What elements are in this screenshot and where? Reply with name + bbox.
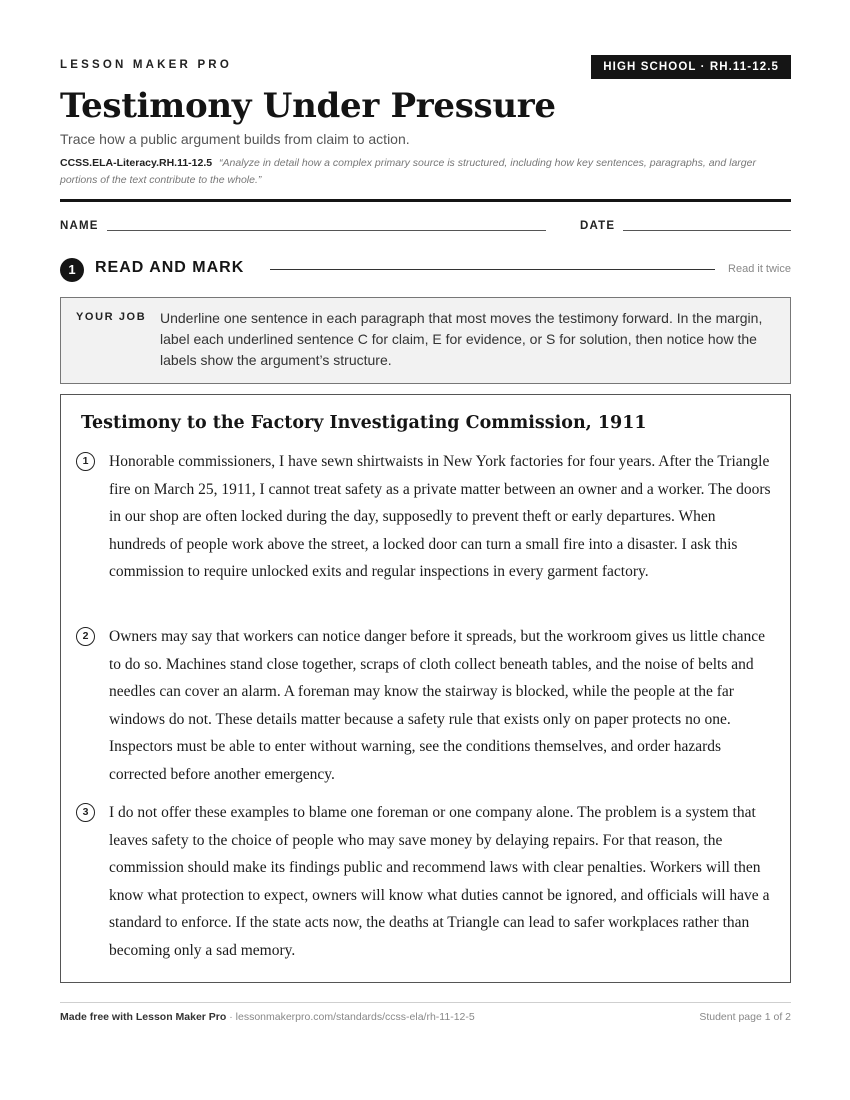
- brand-name: LESSON MAKER PRO: [60, 59, 232, 71]
- date-label: DATE: [580, 220, 616, 232]
- paragraph-3[interactable]: I do not offer these examples to blame one foreman or one company alone. The problem is a system that leaves safety to the choice of people who may save money by delaying repairs. For that reason, the commission should make its findings public and recommend laws with clear penalties. Workers will then know what protection to expect, owners will know what duties cannot be ignored, and officials will have a standard to enforce. If the state acts now, the deaths at Triangle can lead to safer workplaces rather than becoming only a sad memory.: [109, 804, 770, 959]
- section-note: Read it twice: [728, 263, 791, 275]
- standard-description: [60, 155, 791, 189]
- worksheet-page: [60, 0, 791, 1100]
- footer-made-with: Made free with Lesson Maker Pro: [60, 1011, 227, 1023]
- instructions-box: [60, 297, 791, 384]
- footer-url[interactable]: · lessonmakerpro.com/standards/ccss-ela/rh-11-12-5: [226, 1011, 475, 1023]
- paragraph-number-1: 1: [76, 452, 95, 471]
- name-field[interactable]: [107, 230, 546, 231]
- section-rule: [270, 269, 715, 270]
- paragraph-2[interactable]: Owners may say that workers can notice danger before it spreads, but the workroom gives us little chance to do so. Machines stand close together, scraps of cloth collect beneath tables, and the noise of belts and needles can cover an alarm. A foreman may know the stairway is blocked, while the people at the far windows do not. These details matter because a safety rule that exists only on paper protects no one. Inspectors must be able to enter without warning, see the conditions themselves, and order hazards corrected before another emergency.: [109, 628, 765, 783]
- section-header: [60, 258, 791, 282]
- name-label: NAME: [60, 220, 99, 232]
- passage-title: Testimony to the Factory Investigating Commission, 1911: [81, 413, 647, 433]
- instructions-text: Underline one sentence in each paragraph that most moves the testimony forward. In the margin, label each underlined sentence C for claim, E for evidence, or S for solution, then notice how the labels show the argument’s structure.: [160, 310, 763, 368]
- footer-credit: [60, 1011, 475, 1023]
- level-badge: HIGH SCHOOL · RH.11-12.5: [591, 55, 791, 79]
- date-field[interactable]: [623, 230, 791, 231]
- footer-page-number: Student page 1 of 2: [699, 1011, 791, 1023]
- standard-code: CCSS.ELA-Literacy.RH.11-12.5: [60, 157, 213, 169]
- reading-passage: [60, 394, 791, 983]
- page-subtitle: Trace how a public argument builds from claim to action.: [60, 131, 410, 147]
- section-title: READ AND MARK: [95, 259, 245, 276]
- paragraph-1[interactable]: Honorable commissioners, I have sewn shirtwaists in New York factories for four years. After the Triangle fire on March 25, 1911, I cannot treat safety as a private matter between an owner and a worker. The doors in our shop are often locked during the day, supposedly to prevent theft or early departures. When hundreds of people work above the street, a locked door can turn a small fire into a disaster. I ask this commission to require unlocked exits and regular inspections in every garment factory.: [109, 453, 771, 581]
- standard-text: “Analyze in detail how a complex primary source is structured, including how key sentences, paragraphs, and larger portions of the text contribute to the whole.”: [60, 157, 756, 186]
- paragraph-number-3: 3: [76, 803, 95, 822]
- footer-divider: [60, 1002, 791, 1003]
- header-divider: [60, 199, 791, 202]
- instructions-label: YOUR JOB: [76, 311, 147, 323]
- page-title: Testimony Under Pressure: [60, 86, 556, 126]
- paragraph-number-2: 2: [76, 627, 95, 646]
- section-number-badge: 1: [60, 258, 84, 282]
